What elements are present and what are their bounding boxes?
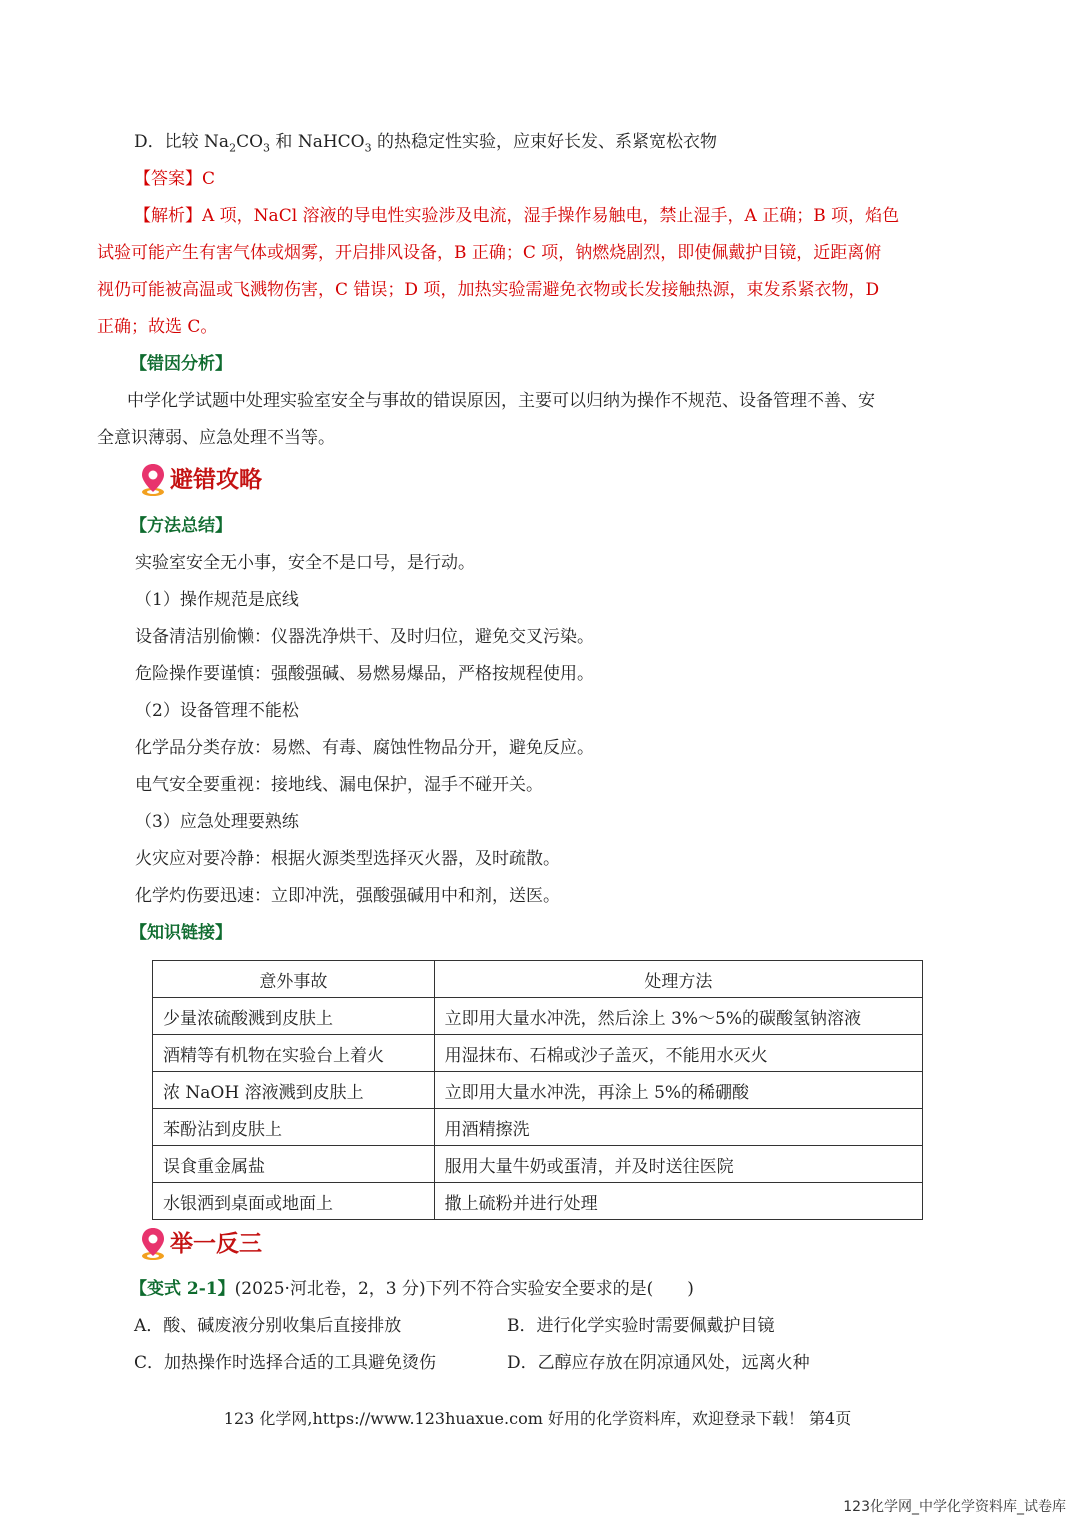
table-cell: 立即用大量水冲洗，再涂上 5%的稀硼酸: [434, 1072, 922, 1109]
location-pin-icon: [140, 1227, 166, 1261]
method-line: 危险操作要谨慎：强酸强碱、易燃易爆品，严格按规程使用。: [135, 664, 594, 684]
method-line: 电气安全要重视：接地线、漏电保护，湿手不碰开关。: [135, 775, 543, 795]
table-row: [153, 998, 923, 1035]
method-line: 化学灼伤要迅速：立即冲洗，强酸强碱用中和剂，送医。: [135, 886, 560, 906]
error-cause-line-1: 中学化学试题中处理实验室安全与事故的错误原因，主要可以归纳为操作不规范、设备管理不善、安: [127, 391, 875, 411]
variant-tag: 【变式 2-1】: [130, 1279, 235, 1299]
table-cell: 撒上硫粉并进行处理: [434, 1183, 922, 1220]
page-footer: 123 化学网,https://www.123huaxue.com 好用的化学资料库，欢迎登录下载！ 第4页: [223, 1409, 852, 1428]
section-title-avoid: 避错攻略: [170, 467, 262, 493]
table-cell: 酒精等有机物在实验台上着火: [153, 1035, 435, 1072]
subscript: 2: [229, 141, 237, 155]
table-cell: 少量浓硫酸溅到皮肤上: [153, 998, 435, 1035]
method-line: （2）设备管理不能松: [135, 701, 299, 721]
analysis-line-4: 正确；故选 C。: [97, 317, 218, 337]
variant-stem: (2025·河北卷，2，3 分)下列不符合实验安全要求的是( ): [234, 1279, 694, 1299]
option-c: C．加热操作时选择合适的工具避免烫伤: [134, 1353, 437, 1373]
table-cell: 用酒精擦洗: [434, 1109, 922, 1146]
formula-text: CO: [236, 132, 264, 152]
option-text: D．比较: [134, 132, 205, 152]
option-d-previous: [134, 129, 717, 155]
knowledge-title: 【知识链接】: [130, 923, 232, 943]
table-row: [153, 1146, 923, 1183]
table-header-cell: 处理方法: [434, 961, 922, 998]
table-row: [153, 1072, 923, 1109]
table-row: [153, 1183, 923, 1220]
option-d: D．乙醇应存放在阴凉通风处，远离火种: [507, 1353, 810, 1373]
analysis-line-2: 试验可能产生有害气体或烟雾，开启排风设备，B 正确；C 项，钠燃烧剧烈，即使佩戴护目镜，近距离俯: [97, 243, 882, 263]
analysis-tag: 【解析】: [134, 206, 202, 226]
table-cell: 用湿抹布、石棉或沙子盖灭，不能用水灭火: [434, 1035, 922, 1072]
formula-text: Na: [204, 132, 230, 152]
table-cell: 苯酚沾到皮肤上: [153, 1109, 435, 1146]
table-cell: 水银洒到桌面或地面上: [153, 1183, 435, 1220]
method-line: （3）应急处理要熟练: [135, 812, 299, 832]
subscript: 3: [364, 141, 372, 155]
answer-line: [134, 166, 215, 192]
option-a: A．酸、碱废液分别收集后直接排放: [134, 1316, 402, 1336]
method-line: 火灾应对要冷静：根据火源类型选择灭火器，及时疏散。: [135, 849, 560, 869]
table-row: [153, 1035, 923, 1072]
table-cell: 浓 NaOH 溶液溅到皮肤上: [153, 1072, 435, 1109]
analysis-line-1: [134, 203, 899, 229]
error-cause-line-2: 全意识薄弱、应急处理不当等。: [97, 428, 335, 448]
table-cell: 服用大量牛奶或蛋清，并及时送往医院: [434, 1146, 922, 1183]
accident-handling-table: [152, 960, 923, 1220]
section-title-practice: 举一反三: [170, 1231, 262, 1257]
method-line: 实验室安全无小事，安全不是口号，是行动。: [135, 553, 475, 573]
option-text: 的热稳定性实验，应束好长发、系紧宽松衣物: [371, 132, 718, 152]
method-line: （1）操作规范是底线: [135, 590, 299, 610]
subscript: 3: [263, 141, 271, 155]
table-cell: 立即用大量水冲洗，然后涂上 3%～5%的碳酸氢钠溶液: [434, 998, 922, 1035]
method-line: 设备清洁别偷懒：仪器洗净烘干、及时归位，避免交叉污染。: [135, 627, 594, 647]
option-text: 和: [270, 132, 298, 152]
table-cell: 误食重金属盐: [153, 1146, 435, 1183]
method-line: 化学品分类存放：易燃、有毒、腐蚀性物品分开，避免反应。: [135, 738, 594, 758]
formula-text: NaHCO: [297, 132, 365, 152]
analysis-text: A 项，NaCl 溶液的导电性实验涉及电流，湿手操作易触电，禁止湿手，A 正确；B 项，焰色: [202, 206, 900, 226]
location-pin-icon: [140, 463, 166, 497]
answer-value: C: [202, 169, 216, 189]
answer-tag: 【答案】: [134, 169, 202, 189]
method-title: 【方法总结】: [130, 516, 232, 536]
variant-question: [130, 1276, 694, 1302]
error-cause-title: 【错因分析】: [130, 354, 232, 374]
table-header-row: [153, 961, 923, 998]
watermark-text: 123化学网_中学化学资料库_试卷库: [843, 1499, 1066, 1515]
option-b: B．进行化学实验时需要佩戴护目镜: [507, 1316, 775, 1336]
table-row: [153, 1109, 923, 1146]
analysis-line-3: 视仍可能被高温或飞溅物伤害，C 错误；D 项，加热实验需避免衣物或长发接触热源，束发系紧衣物，D: [97, 280, 880, 300]
table-header-cell: 意外事故: [153, 961, 435, 998]
